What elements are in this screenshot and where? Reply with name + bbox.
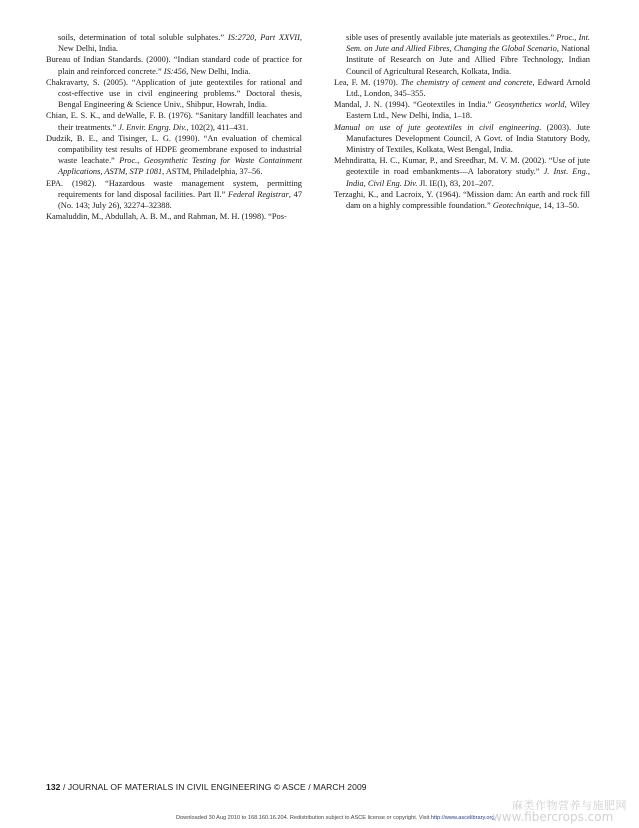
reference-text: , Wiley Eastern Ltd., New Delhi, India, 1–18.	[346, 100, 590, 121]
reference-entry	[46, 32, 302, 54]
reference-italic-text: IS:456	[163, 66, 187, 76]
reference-entry	[334, 189, 590, 211]
reference-italic-text: IS:2720, Part XXVII	[227, 33, 300, 42]
reference-entry	[334, 32, 590, 77]
reference-italic-text: J. Inst. Eng., India, Civil Eng. Div.	[346, 167, 590, 188]
reference-entry	[334, 122, 590, 156]
reference-entry	[334, 77, 590, 99]
reference-text: , ASTM, Philadelphia, 37–56.	[162, 167, 263, 177]
reference-italic-text: Manual on use of jute geotextiles in civil engineering	[334, 122, 540, 132]
reference-entry	[46, 211, 302, 222]
reference-text: Bureau of Indian Standards. (2000). “Indian standard code of practice for plain and reinforced concrete.”	[46, 55, 302, 76]
references-right-column	[334, 32, 590, 211]
reference-italic-text: J. Envir. Engrg. Div.	[118, 122, 187, 132]
reference-entry	[46, 133, 302, 178]
reference-text: Mandal, J. N. (1994). “Geotextiles in India.”	[334, 100, 495, 110]
reference-italic-text: Federal Registrar	[228, 189, 289, 199]
reference-text: Kamaluddin, M., Abdullah, A. B. M., and Rahman, M. H. (1998). “Pos-	[46, 212, 287, 222]
reference-entry	[334, 99, 590, 121]
reference-entry	[334, 155, 590, 189]
reference-text: , Edward Arnold Ltd., London, 345–355.	[346, 77, 591, 99]
reference-text: Lea, F. M. (1970).	[334, 77, 401, 87]
reference-text: soils, determination of total soluble sulphates.”	[58, 33, 228, 42]
reference-text: sible uses of presently available jute materials as geotextiles.”	[346, 33, 557, 42]
reference-italic-text: Geotechnique	[492, 201, 540, 211]
reference-text: Chakravarty, S. (2005). “Application of jute geotextiles for rational and cost-effective use in civil engineering problems.” Doctoral thesis, Bengal Engineering & Science Univ., Shibpur, Howrah, India.	[46, 77, 302, 110]
references-left-column	[46, 32, 302, 222]
ascelibrary-link[interactable]: http://www.ascelibrary.org	[430, 815, 495, 821]
download-notice	[176, 815, 495, 821]
reference-italic-text: Proc., Geosynthetic Testing for Waste Containment Applications, ASTM, STP 1081	[58, 156, 302, 177]
reference-text: Mehndiratta, H. C., Kumar, P., and Sreedhar, M. V. M. (2002). “Use of jute geotextile in road embankments—A laboratory study.”	[334, 156, 590, 177]
reference-text: , New Delhi, India.	[58, 33, 302, 54]
reference-text: Terzaghi, K., and Lacroix, Y. (1964). “Mission dam: An earth and rock fill dam on a highly compressible foundation.”	[334, 189, 590, 211]
reference-text: , New Delhi, India.	[186, 66, 251, 76]
reference-text: Dudzik, B. E., and Tisinger, L. G. (1990). “An evaluation of chemical compatibility test results of HDPE geomembrane exposed to industrial waste leachate.”	[46, 133, 302, 166]
reference-entry	[46, 178, 302, 212]
reference-text: , National Institute of Research on Jute and Allied Fibre Technology, Indian Council of Agricultural Research, Kolkata, India.	[346, 44, 590, 76]
reference-entry	[46, 54, 302, 76]
reference-text: . (2003). Jute Manufactures Development Council, A Govt. of India Statutory Body, Ministry of Textiles, Kolkata, West Bengal, India.	[346, 122, 590, 155]
page-footer	[46, 782, 367, 792]
reference-entry	[46, 77, 302, 111]
page-number: 132	[46, 782, 61, 792]
reference-text: , 14, 13–50.	[539, 201, 580, 211]
reference-text: , 102(2), 411–431.	[186, 122, 249, 132]
reference-entry	[46, 110, 302, 132]
journal-running-footer: / JOURNAL OF MATERIALS IN CIVIL ENGINEERING © ASCE / MARCH 2009	[60, 782, 367, 792]
reference-text: Chian, E. S. K., and deWalle, F. B. (1976). “Sanitary landfill leachates and their treatments.”	[46, 111, 302, 132]
reference-italic-text: The chemistry of cement and concrete	[400, 77, 533, 87]
reference-italic-text: Proc., Int. Sem. on Jute and Allied Fibres, Changing the Global Scenario	[346, 33, 590, 54]
watermark-chinese: 麻类作物营养与施肥网	[512, 799, 627, 812]
reference-text: Jl. IE(I), 83, 201–207.	[417, 178, 494, 188]
download-notice-text: Downloaded 30 Aug 2010 to 168.160.16.204. Redistribution subject to ASCE license or copyright. Visit	[176, 815, 431, 821]
reference-text: , 47 (No. 143; July 26), 32274–32388.	[58, 189, 303, 211]
watermark-url: www.fibercrops.com	[492, 810, 614, 824]
reference-text: EPA. (1982). “Hazardous waste management system, permitting requirements for land disposal facilities. Part II.”	[46, 178, 302, 199]
reference-italic-text: Geosynthetics world	[494, 100, 565, 110]
